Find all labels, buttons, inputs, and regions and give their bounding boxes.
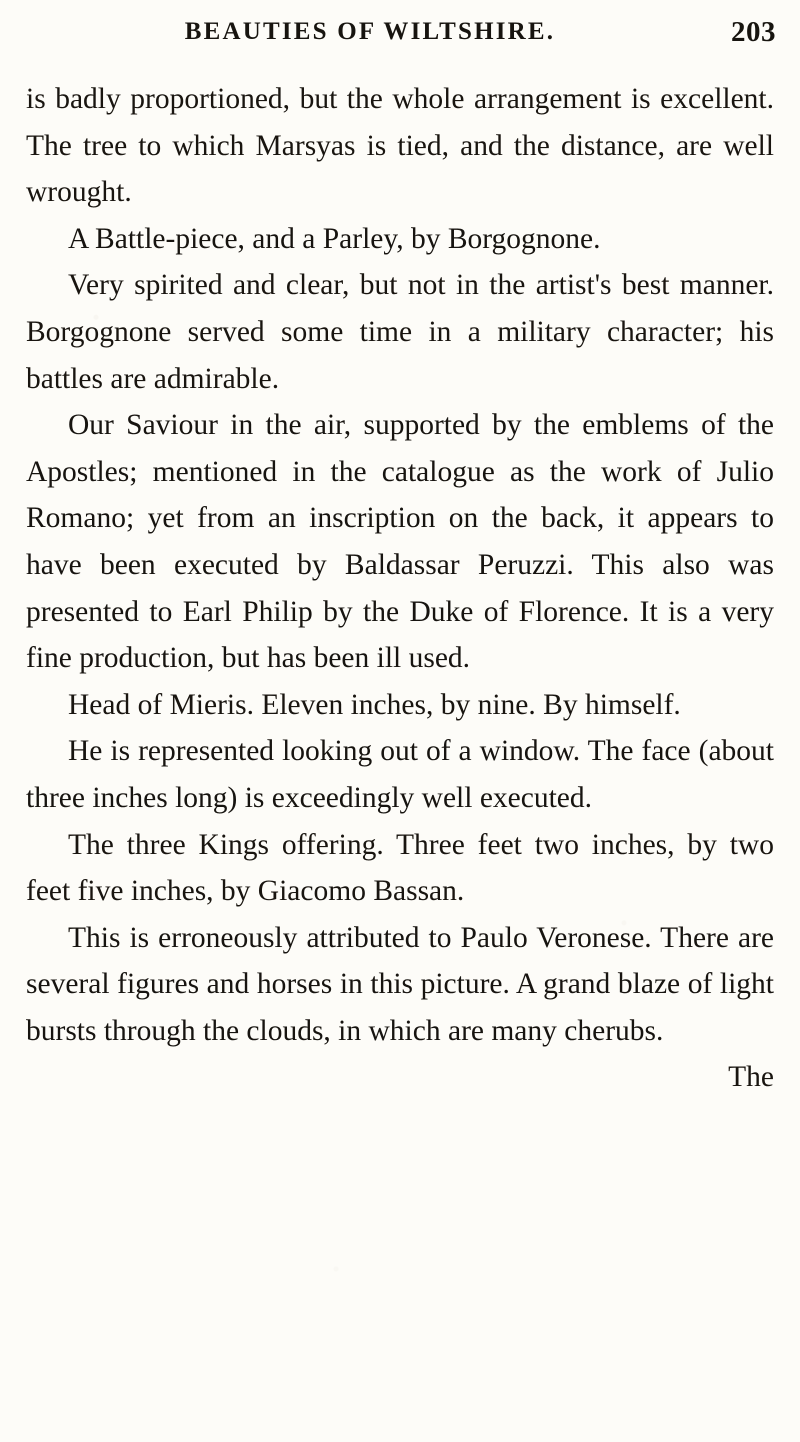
paragraph: He is represented looking out of a window. The face (about three inches long) is exceedingly well executed. bbox=[26, 735, 774, 814]
paragraph: This is erroneously attributed to Paulo Veronese. There are several figures and horses in this picture. A grand blaze of light bursts through the clouds, in which are many cherubs. bbox=[26, 921, 774, 1047]
paragraph: A Battle-piece, and a Parley, by Borgognone. bbox=[68, 222, 601, 255]
catchword: The bbox=[728, 1061, 774, 1094]
paragraph: Our Saviour in the air, supported by the emblems of the Apostles; mentioned in the catalogue as the work of Julio Romano; yet from an inscription on the back, it appears to have been executed by Baldassar Peruzzi. This also was presented to Earl Philip by the Duke of Florence. It is a very fine production, but has been ill used. bbox=[26, 409, 774, 675]
page-number: 203 bbox=[731, 16, 776, 48]
paragraph: Head of Mieris. Eleven inches, by nine. By himself. bbox=[68, 688, 681, 721]
paragraph: The three Kings offering. Three feet two inches, by two feet five inches, by Giacomo Bassan. bbox=[26, 828, 774, 908]
page-body-text bbox=[26, 76, 774, 1101]
book-title-header: BEAUTIES OF WILTSHIRE. bbox=[184, 18, 556, 45]
paragraph: Very spirited and clear, but not in the artist's best manner. Borgognone served some time in a military character; his battles are admirable. bbox=[26, 269, 774, 395]
running-head bbox=[0, 18, 800, 64]
paragraph: is badly proportioned, but the whole arrangement is excellent. The tree to which Marsyas is tied, and the distance, are well wrought. bbox=[26, 83, 774, 209]
